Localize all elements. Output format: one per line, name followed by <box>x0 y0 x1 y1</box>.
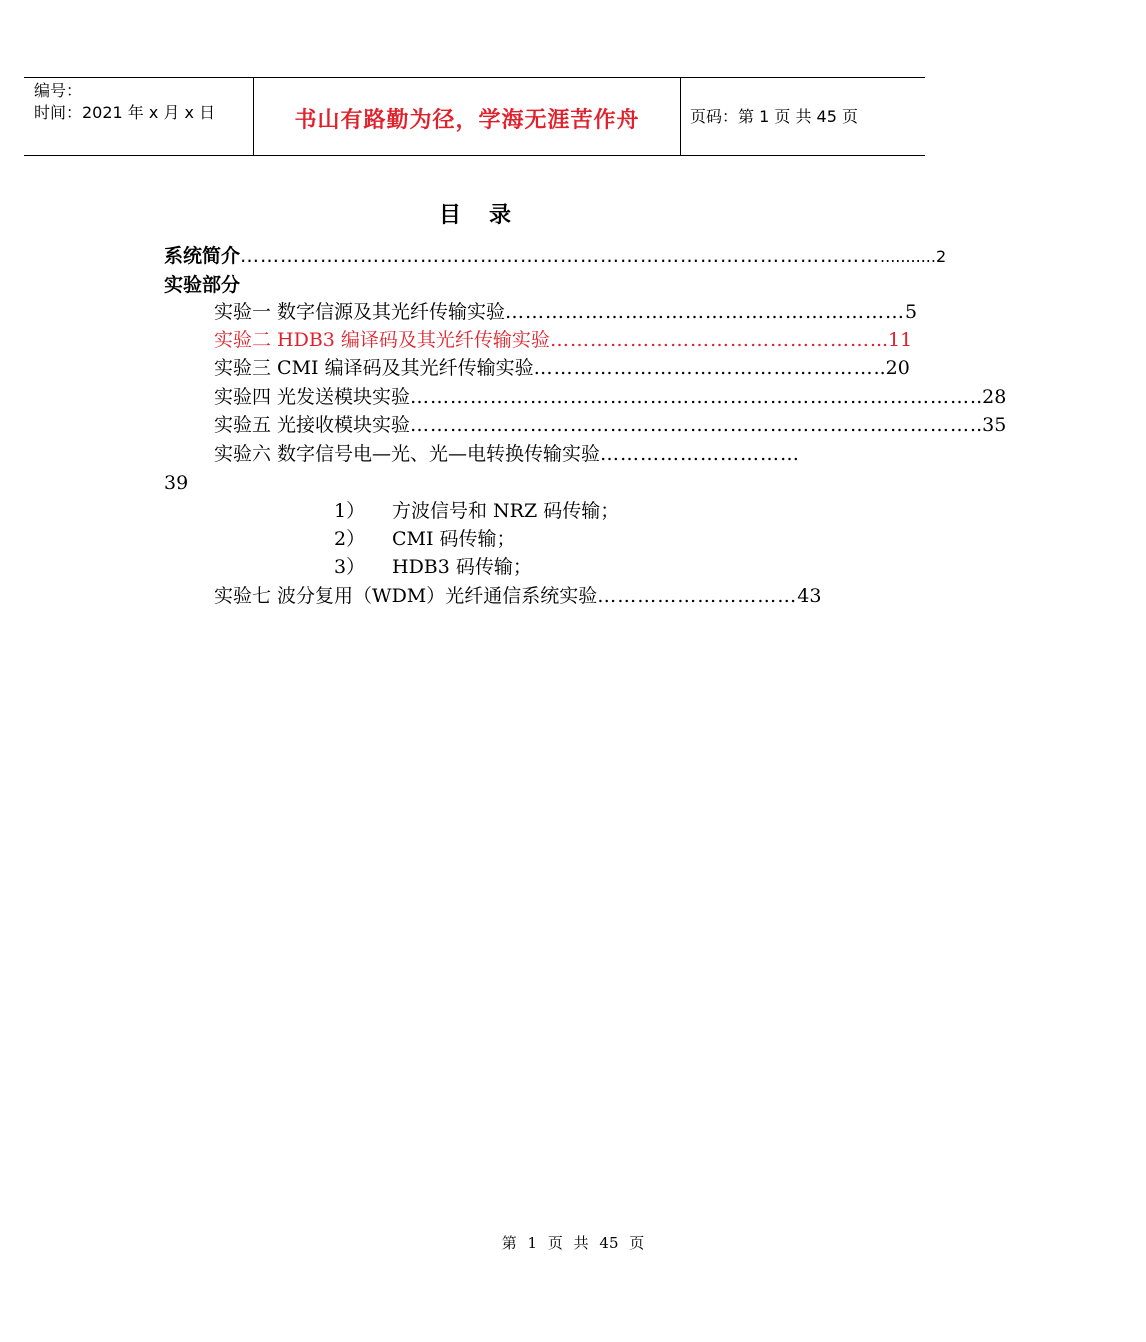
toc-entry-text: 实验部分 <box>164 274 241 296</box>
toc-subitem-1[interactable] <box>334 498 619 524</box>
toc-leader-dots: …………………………………………………………………………………… <box>240 245 881 267</box>
footer-prefix: 第 <box>501 1234 517 1252</box>
header-meta-cell <box>24 78 253 155</box>
subitem-number: 1） <box>334 500 366 522</box>
motto-text: 书山有路勤为径，学海无涯苦作舟 <box>294 108 640 133</box>
subitem-number: 3） <box>334 556 366 578</box>
toc-leader-dots: ………………………………………………………………………… <box>410 414 971 436</box>
toc-leader-dots: …………………………………………… <box>533 357 874 379</box>
toc-entry-text: 实验四 光发送模块实验 <box>214 386 411 408</box>
subitem-text: CMI 码传输； <box>392 528 516 550</box>
toc-entry-text: 实验五 光接收模块实验 <box>214 414 411 436</box>
footer-page-word: 页 <box>547 1234 563 1252</box>
toc-entry-page: ..35 <box>970 414 1007 436</box>
toc-entry-experiment-6-page: 39 <box>164 472 189 494</box>
toc-entry-text: 实验六 数字信号电—光、光—电转换传输实验 <box>214 443 601 465</box>
page-footer <box>0 1232 1146 1253</box>
toc-entry-experiment-2[interactable] <box>214 327 913 353</box>
header-page-info: 页码：第 1 页 共 45 页 <box>690 107 858 126</box>
toc-entry-experiment-4[interactable] <box>214 384 1007 410</box>
toc-subitem-2[interactable] <box>334 526 516 552</box>
toc-leader-dots: …………………………………………………… <box>505 301 906 323</box>
toc-leader-dots: ………………………………………………………………………… <box>410 386 971 408</box>
subitem-text: HDB3 码传输； <box>392 556 532 578</box>
toc-entry-text: 系统简介 <box>164 245 241 267</box>
document-number-label: 编号： <box>34 81 83 100</box>
toc-subitem-3[interactable] <box>334 554 532 580</box>
toc-entry-page: ..20 <box>873 357 910 379</box>
subitem-text: 方波信号和 NRZ 码传输； <box>392 500 620 522</box>
toc-entry-page: ...........2 <box>880 247 947 266</box>
toc-entry-experiment-3[interactable] <box>214 355 910 381</box>
toc-leader-dots: ………………………… <box>600 443 801 465</box>
toc-entry-page: ...11 <box>869 329 913 351</box>
document-header <box>24 77 925 156</box>
toc-title: 目录 <box>438 203 539 228</box>
toc-entry-experiment-1[interactable] <box>214 299 918 325</box>
toc-entry-experiment-5[interactable] <box>214 412 1007 438</box>
footer-suffix: 页 <box>629 1234 645 1252</box>
header-page-cell <box>680 78 925 155</box>
toc-entry-experiment-6[interactable] <box>214 441 801 467</box>
toc-leader-dots: ………………………………………… <box>549 329 870 351</box>
document-time-label: 时间：2021 年 x 月 x 日 <box>34 103 216 122</box>
toc-entry-page: ..28 <box>970 386 1007 408</box>
toc-leader-dots: ………………………… <box>597 585 798 607</box>
toc-entry-text: 实验三 CMI 编译码及其光纤传输实验 <box>214 357 534 379</box>
footer-total-word: 共 <box>573 1234 589 1252</box>
toc-entry-page: 5 <box>905 301 918 323</box>
footer-current-page: 1 <box>527 1234 538 1252</box>
header-motto-cell <box>253 78 681 155</box>
subitem-number: 2） <box>334 528 366 550</box>
toc-entry-page: 43 <box>797 585 822 607</box>
footer-total-pages: 45 <box>599 1234 619 1252</box>
toc-entry-system-intro[interactable] <box>164 243 947 269</box>
toc-entry-text: 实验七 波分复用（WDM）光纤通信系统实验 <box>214 585 598 607</box>
toc-entry-text: 实验一 数字信源及其光纤传输实验 <box>214 301 506 323</box>
toc-entry-experiment-7[interactable] <box>214 583 822 609</box>
toc-entry-text: 实验二 HDB3 编译码及其光纤传输实验 <box>214 329 550 351</box>
toc-entry-experiments-section[interactable] <box>164 272 782 298</box>
